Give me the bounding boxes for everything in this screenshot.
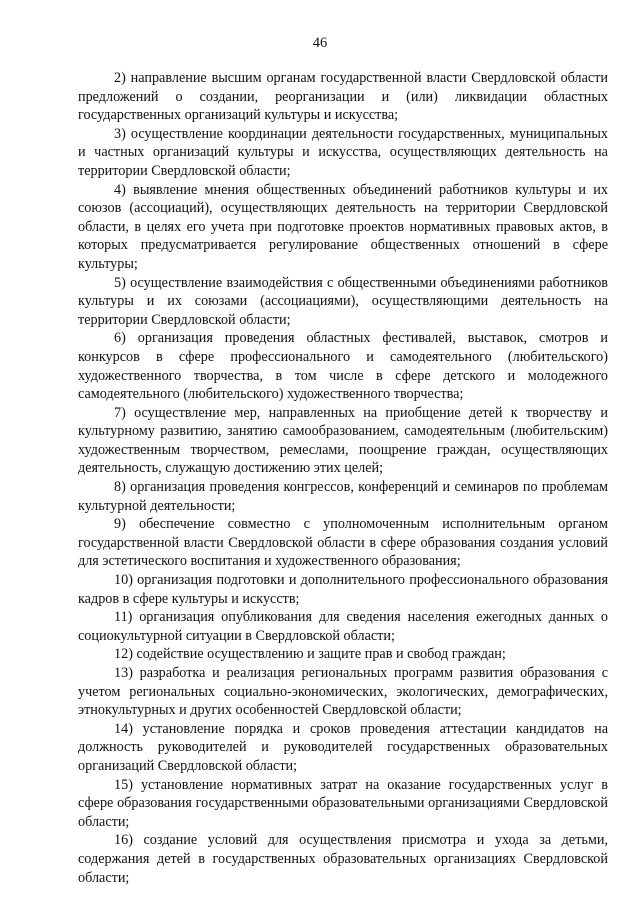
list-item-9: 9) обеспечение совместно с уполномоченным исполнительным органом государственной власти Свердловской области в сфере образования создания условий для эстетического воспитания и художественного образования;: [78, 516, 608, 570]
list-item-4: 4) выявление мнения общественных объединений работников культуры и их союзов (ассоциаций), осуществляющих деятельность на территории Свердловской области, в целях его учета при подготовке проектов нормативных правовых актов, в которых предусматривается регулирование общественных отношений в сфере культуры;: [78, 181, 608, 272]
page-number: 46: [312, 35, 328, 51]
list-item-3: 3) осуществление координации деятельности государственных, муниципальных и частных организаций культуры и искусства, осуществляющих деятельность на территории Свердловской области;: [78, 125, 608, 179]
list-item-11: 11) организация опубликования для сведения населения ежегодных данных о социокультурной ситуации в Свердловской области;: [78, 609, 608, 644]
list-item-16: 16) создание условий для осуществления присмотра и ухода за детьми, содержания детей в государственных образовательных организациях Свердловской области;: [78, 832, 608, 886]
list-item-12: 12) содействие осуществлению и защите прав и свобод граждан;: [114, 646, 506, 663]
list-item-5: 5) осуществление взаимодействия с общественными объединениями работников культуры и их союзами (ассоциациями), осуществляющими деятельность на территории Свердловской области;: [78, 274, 608, 328]
list-item-6: 6) организация проведения областных фестивалей, выставок, смотров и конкурсов в сфере профессионального и самодеятельного (любительского) художественного творчества, в том числе в сфере детского и молодежного самодеятельного (любительского) художественного творчества;: [78, 330, 608, 403]
list-item-2: 2) направление высшим органам государственной власти Свердловской области предложений о создании, реорганизации и (или) ликвидации областных государственных организаций культуры и искусства;: [78, 70, 608, 124]
list-item-14: 14) установление порядка и сроков проведения аттестации кандидатов на должность руководителей и руководителей государственных образовательных организаций Свердловской области;: [78, 720, 608, 774]
list-item-7: 7) осуществление мер, направленных на приобщение детей к творчеству и культурному развитию, занятию самообразованием, самодеятельным (любительским) художественным творчеством, ремеслами, поощрение граждан, осуществляющих деятельность, служащую достижению этих целей;: [78, 404, 608, 477]
document-body: [78, 69, 608, 887]
list-item-8: 8) организация проведения конгрессов, конференций и семинаров по проблемам культурной деятельности;: [78, 479, 608, 514]
list-item-13: 13) разработка и реализация региональных программ развития образования с учетом региональных социально-экономических, экологических, демографических, этнокультурных и других особенностей Свердловской области;: [78, 665, 608, 719]
list-item-10: 10) организация подготовки и дополнительного профессионального образования кадров в сфере культуры и искусств;: [78, 572, 608, 607]
list-item-15: 15) установление нормативных затрат на оказание государственных услуг в сфере образования государственными образовательными организациями Свердловской области;: [78, 776, 608, 830]
